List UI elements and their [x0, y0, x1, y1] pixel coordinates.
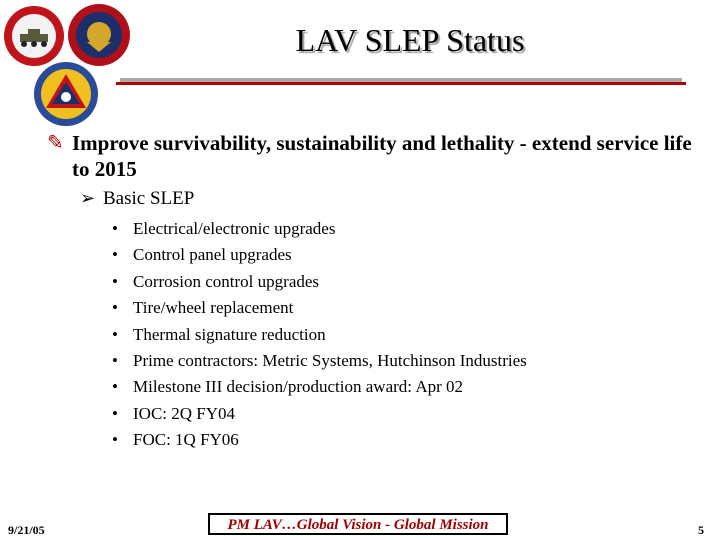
bullet-dot-icon: •: [112, 245, 118, 265]
list-item-text: Electrical/electronic upgrades: [133, 219, 336, 238]
title-rule: [116, 82, 686, 85]
bullet-dot-icon: •: [112, 271, 118, 291]
logo-cluster: [0, 0, 140, 130]
bullet-dot-icon: •: [112, 430, 118, 450]
list-item: [112, 401, 527, 427]
list-item-text: Corrosion control upgrades: [133, 271, 320, 291]
list-item: [112, 242, 527, 268]
list-item: [112, 269, 527, 295]
page-number: 5: [698, 523, 704, 537]
list-item: [112, 322, 527, 348]
bullet-dot-icon: •: [112, 377, 118, 397]
bullet-dot-icon: •: [112, 219, 118, 238]
main-bullet-text: Improve survivability, sustainability and lethality - extend service life to 2015: [72, 131, 692, 181]
arrow-bullet-icon: ➢: [80, 188, 96, 208]
usmc-seal-icon: [66, 2, 132, 68]
marcorsyscom-seal-icon: [30, 60, 102, 128]
pencil-bullet-icon: ✎: [47, 132, 64, 154]
list-item: [112, 374, 527, 400]
list-item: [112, 427, 527, 453]
bullet-dot-icon: •: [112, 403, 118, 423]
list-item-text: Control panel upgrades: [133, 245, 292, 265]
list-item-text: Thermal signature reduction: [133, 324, 326, 344]
detail-list: [112, 216, 527, 454]
list-item-text: Tire/wheel replacement: [133, 298, 294, 318]
bullet-dot-icon: •: [112, 298, 118, 318]
list-item-text: IOC: 2Q FY04: [133, 403, 236, 423]
slide-title: LAV SLEP Status: [295, 22, 525, 58]
list-item-text: Milestone III decision/production award: Apr 02: [133, 377, 464, 397]
sub-bullet-text: Basic SLEP: [103, 188, 195, 209]
list-item-text: FOC: 1Q FY06: [133, 430, 239, 450]
bullet-dot-icon: •: [112, 324, 118, 344]
bullet-dot-icon: •: [112, 350, 118, 370]
list-item: [112, 348, 527, 374]
list-item-text: Prime contractors: Metric Systems, Hutchinson Industries: [133, 350, 527, 370]
list-item: [112, 295, 527, 321]
footer-motto: PM LAV…Global Vision - Global Mission: [208, 513, 508, 535]
list-item: [112, 216, 527, 242]
lav-program-seal-icon: [2, 4, 66, 68]
footer-date: 9/21/05: [8, 523, 45, 537]
